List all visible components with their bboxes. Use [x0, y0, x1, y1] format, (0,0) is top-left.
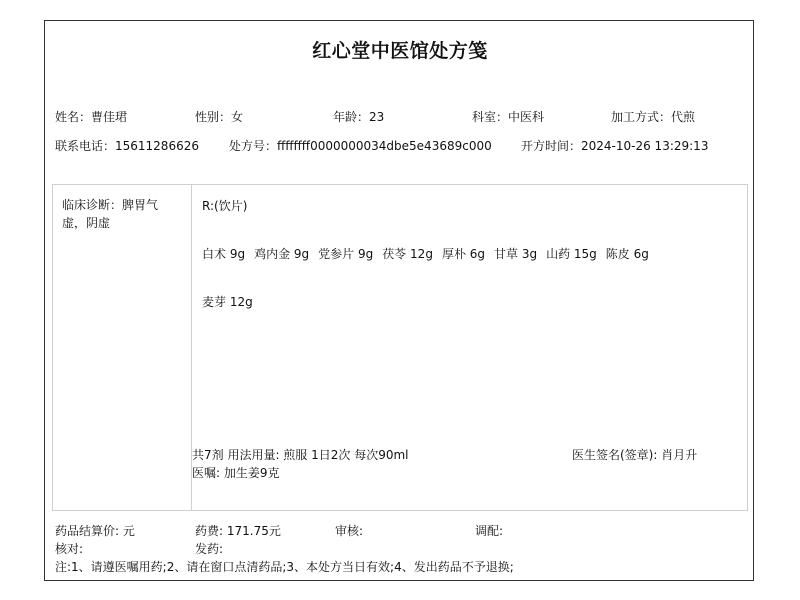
medicine-item: 鸡内金 9g — [254, 247, 310, 261]
doctor-advice: 医嘱: 加生姜9克 — [192, 466, 280, 480]
usage-dosage: 共7剂 用法用量: 煎服 1日2次 每次90ml — [192, 448, 409, 462]
patient-gender: 性别：女 — [195, 110, 244, 124]
prescription-time: 开方时间：2024-10-26 13:29:13 — [521, 139, 709, 153]
medicine-item: 麦芽 12g — [202, 295, 253, 309]
drug-settlement-price: 药品结算价: 元 — [55, 524, 135, 538]
review-field: 审核: — [335, 524, 364, 538]
drug-fee: 药费: 171.75元 — [195, 524, 281, 538]
patient-phone: 联系电话：15611286626 — [55, 139, 199, 153]
issue-field: 发药: — [195, 542, 224, 556]
medicine-item: 白术 9g — [202, 247, 246, 261]
patient-department: 科室：中医科 — [472, 110, 545, 124]
page-title: 红心堂中医馆处方笺 — [312, 40, 488, 62]
prescription-number: 处方号：ffffffff0000000034dbe5e43689c000 — [229, 139, 492, 153]
medicine-item: 厚朴 6g — [441, 247, 486, 261]
medicine-item: 甘草 3g — [494, 247, 538, 261]
medicine-item: 茯苓 12g — [382, 247, 433, 261]
doctor-signature: 医生签名(签章): 肖月升 — [572, 448, 698, 462]
footer-note: 注:1、请遵医嘱用药;2、请在窗口点清药品;3、本处方当日有效;4、发出药品不予退换; — [55, 560, 514, 574]
medicine-list-line-2 — [202, 293, 262, 310]
patient-name: 姓名：曹佳珺 — [55, 110, 128, 124]
dispense-field: 调配: — [475, 524, 504, 538]
medicine-item: 陈皮 6g — [605, 247, 649, 261]
processing-method: 加工方式：代煎 — [611, 110, 696, 124]
patient-age: 年龄：23 — [333, 110, 385, 124]
check-field: 核对: — [55, 542, 84, 556]
rx-label: R:(饮片) — [202, 199, 248, 213]
medicine-item: 山药 15g — [546, 247, 597, 261]
clinical-diagnosis: 临床诊断：脾胃气虚，阴虚 — [62, 198, 159, 230]
medicine-item: 党参片 9g — [318, 247, 374, 261]
medicine-list-line-1 — [202, 245, 658, 262]
